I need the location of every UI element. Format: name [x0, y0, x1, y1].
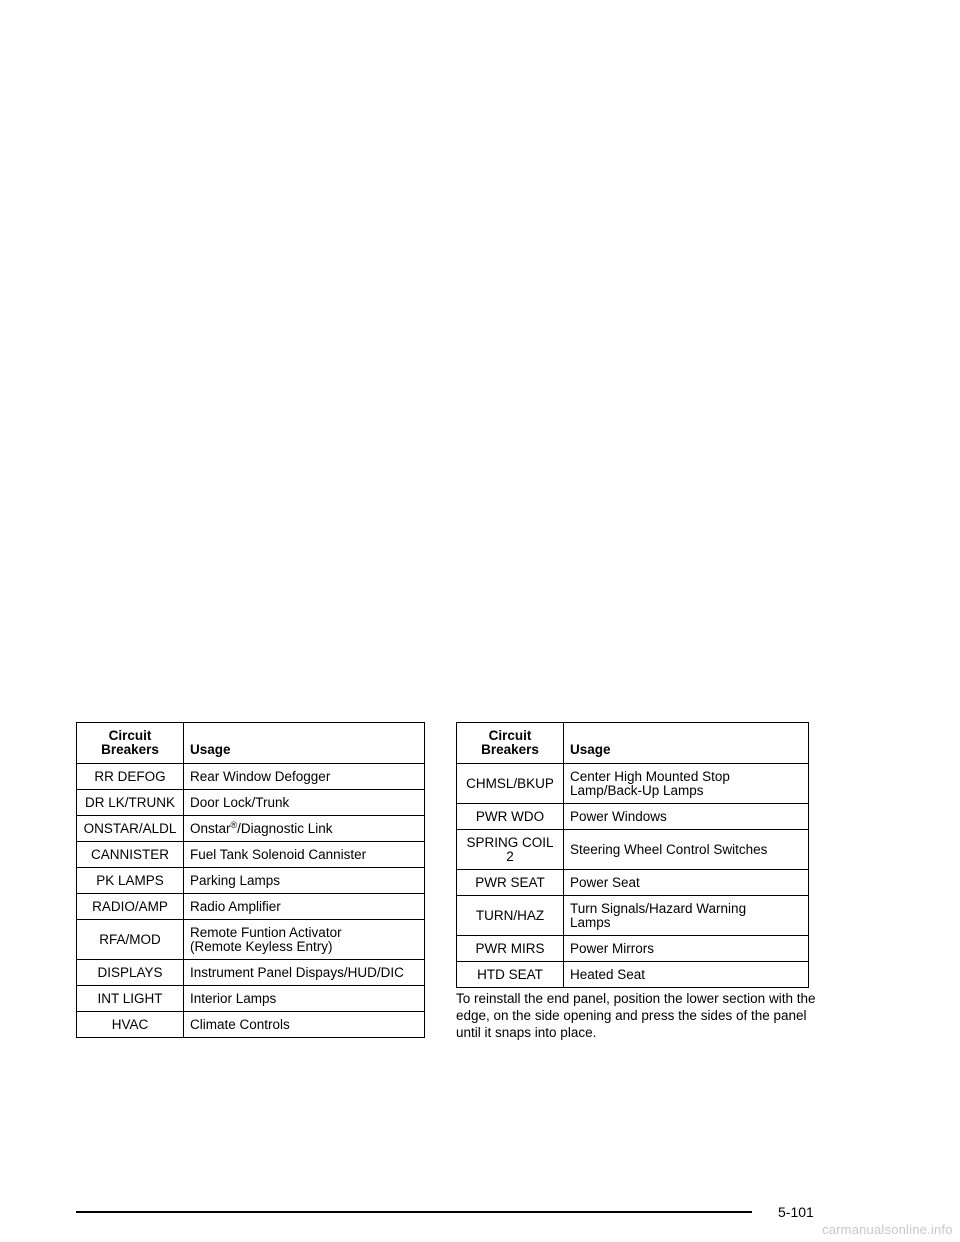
- breaker-cell: HVAC: [77, 1012, 184, 1038]
- table-row: [457, 830, 809, 870]
- circuit-breaker-table-right: [456, 722, 809, 988]
- usage-cell: Rear Window Defogger: [184, 764, 425, 790]
- breaker-cell: CHMSL/BKUP: [457, 764, 564, 804]
- usage-cell: [184, 816, 425, 842]
- usage-cell: Power Windows: [564, 804, 809, 830]
- registered-mark: ®: [230, 819, 238, 830]
- table-row: [77, 894, 425, 920]
- usage-cell: Heated Seat: [564, 962, 809, 988]
- table-row: [77, 986, 425, 1012]
- table-row: [457, 962, 809, 988]
- usage-cell: Parking Lamps: [184, 868, 425, 894]
- usage-cell: Interior Lamps: [184, 986, 425, 1012]
- usage-text-onstar: Onstar: [190, 820, 231, 836]
- breaker-cell: RFA/MOD: [77, 920, 184, 960]
- table-row: [77, 816, 425, 842]
- breaker-cell: RADIO/AMP: [77, 894, 184, 920]
- table-row: [77, 920, 425, 960]
- table-row: [77, 1012, 425, 1038]
- breaker-cell: PWR MIRS: [457, 936, 564, 962]
- table-row: [77, 868, 425, 894]
- page-number: 5-101: [778, 1204, 814, 1220]
- usage-cell: Door Lock/Trunk: [184, 790, 425, 816]
- header-circuit-breakers: Circuit Breakers: [457, 723, 564, 764]
- table-header-row: [457, 723, 809, 764]
- usage-cell: Instrument Panel Dispays/HUD/DIC: [184, 960, 425, 986]
- table-row: [77, 960, 425, 986]
- usage-cell: Turn Signals/Hazard Warning Lamps: [564, 896, 809, 936]
- breaker-cell: RR DEFOG: [77, 764, 184, 790]
- table-row: [457, 764, 809, 804]
- usage-cell: Power Mirrors: [564, 936, 809, 962]
- breaker-cell: PWR WDO: [457, 804, 564, 830]
- watermark: carmanualsonline.info: [822, 1222, 953, 1237]
- usage-cell: Power Seat: [564, 870, 809, 896]
- breaker-cell: DR LK/TRUNK: [77, 790, 184, 816]
- circuit-breaker-table-left: [76, 722, 425, 1038]
- breaker-cell: PWR SEAT: [457, 870, 564, 896]
- usage-cell: Steering Wheel Control Switches: [564, 830, 809, 870]
- header-usage: Usage: [564, 723, 809, 764]
- table-header-row: [77, 723, 425, 764]
- table-row: [77, 790, 425, 816]
- usage-cell: Radio Amplifier: [184, 894, 425, 920]
- table-row: [77, 764, 425, 790]
- usage-cell: Center High Mounted Stop Lamp/Back-Up Lamps: [564, 764, 809, 804]
- table-row: [457, 870, 809, 896]
- breaker-cell: TURN/HAZ: [457, 896, 564, 936]
- header-circuit-breakers: Circuit Breakers: [77, 723, 184, 764]
- footer-rule: [76, 1211, 752, 1213]
- breaker-cell: HTD SEAT: [457, 962, 564, 988]
- usage-cell: Remote Funtion Activator (Remote Keyless Entry): [184, 920, 425, 960]
- breaker-cell: PK LAMPS: [77, 868, 184, 894]
- breaker-cell: INT LIGHT: [77, 986, 184, 1012]
- usage-cell: Fuel Tank Solenoid Cannister: [184, 842, 425, 868]
- table-row: [457, 936, 809, 962]
- usage-text-diagnostic: /Diagnostic Link: [237, 820, 333, 836]
- usage-cell: Climate Controls: [184, 1012, 425, 1038]
- table-row: [77, 842, 425, 868]
- table-row: [457, 896, 809, 936]
- breaker-cell: SPRING COIL 2: [457, 830, 564, 870]
- reinstall-note: To reinstall the end panel, position the lower section with the edge, on the side opening and press the sides of the panel until it snaps into place.: [456, 991, 816, 1040]
- table-row: [457, 804, 809, 830]
- breaker-cell: ONSTAR/ALDL: [77, 816, 184, 842]
- header-usage: Usage: [184, 723, 425, 764]
- breaker-cell: DISPLAYS: [77, 960, 184, 986]
- breaker-cell: CANNISTER: [77, 842, 184, 868]
